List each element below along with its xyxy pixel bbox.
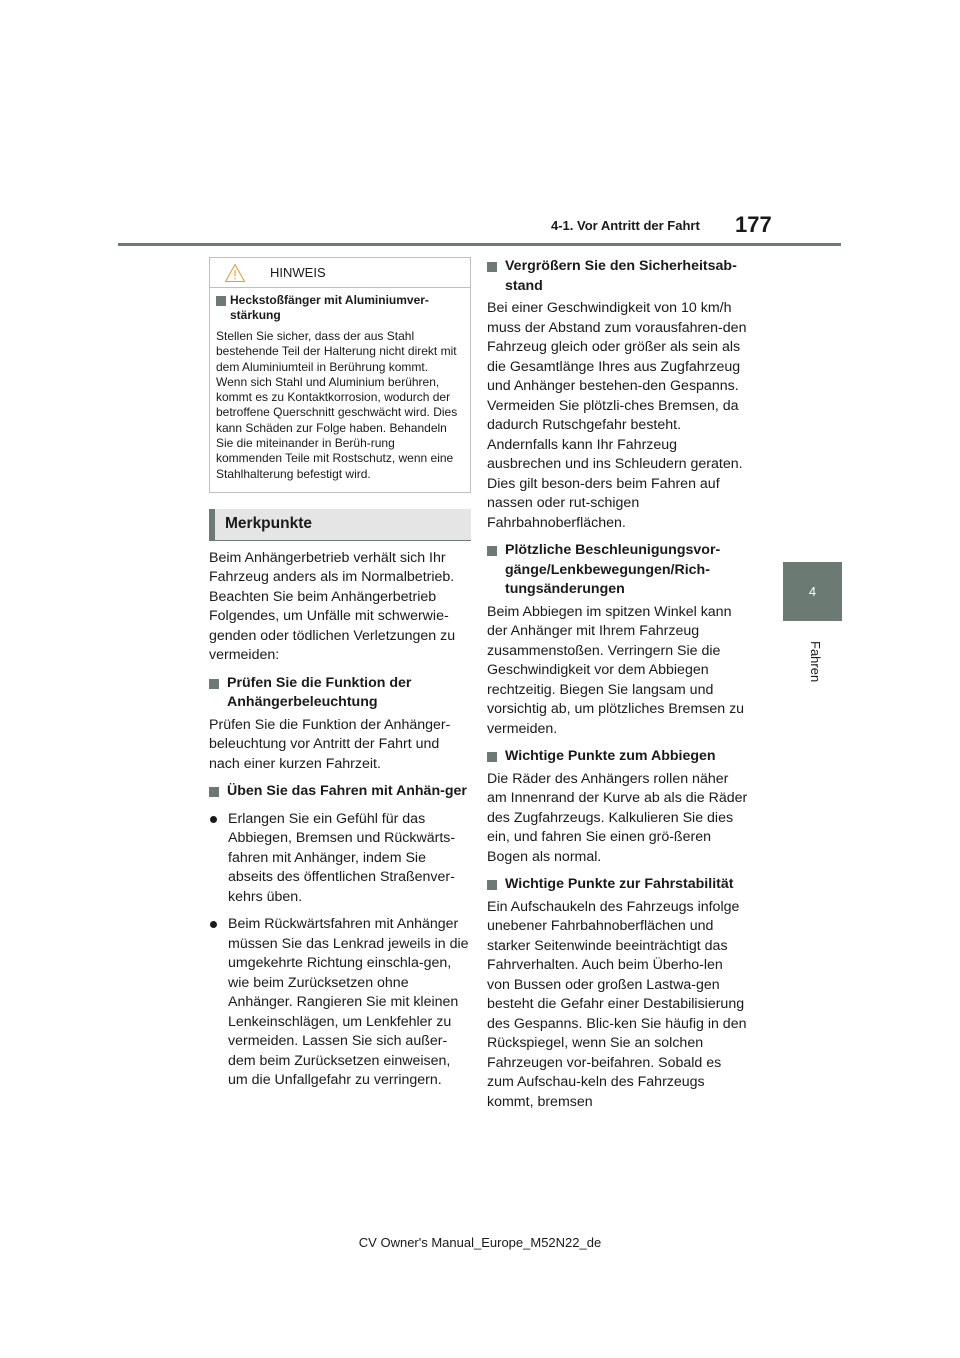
square-bullet-icon <box>487 880 497 890</box>
subheading-stability <box>487 875 749 895</box>
turning-text: Die Räder des Anhängers rollen näher am Innenrand der Kurve ab als die Räder des Zugfahrzeugs. Kalkulieren Sie dies ein, und fahren Sie einen grö-ßeren Bogen als normal. <box>487 770 748 865</box>
chapter-number: 4 <box>808 584 817 599</box>
distance-text: Bei einer Geschwindigkeit von 10 km/h muss der Abstand zum vorausfahren-den Fahrzeug gleich oder größer als sein als die Gesamtlänge Ihres aus Zugfahrzeug und Anhänger bestehen-den Gespanns. Vermeiden Sie plötzli-ches Bremsen, da dadurch Rutschgefahr besteht. Andernfalls kann Ihr Fahrzeug ausbrechen und ins Schleudern geraten. Dies gilt beson-ders beim Fahren auf nassen oder rut-schigen Fahrbahnoberflächen. <box>487 300 747 531</box>
section-label: 4-1. Vor Antritt der Fahrt <box>551 218 700 233</box>
subheading-text: Vergrößern Sie den Sicherheitsab-stand <box>505 258 737 294</box>
notice-paragraph: Stellen Sie sicher, dass der aus Stahl bestehende Teil der Halterung nicht direkt mit dem Aluminiumteil in Berührung kommt. <box>216 329 457 374</box>
subheading-text: Prüfen Sie die Funktion der Anhängerbeleuchtung <box>227 674 412 711</box>
notice-subheading <box>216 293 464 323</box>
bullet-text: Erlangen Sie ein Gefühl für das Abbiegen, Bremsen und Rückwärts-fahren mit Anhänger, indem Sie abseits des öffentlichen Straßenver-kehrs üben. <box>228 810 456 905</box>
square-bullet-icon <box>209 679 219 689</box>
bullet-dot-icon <box>210 921 217 928</box>
notice-paragraph: Wenn sich Stahl und Aluminium berühren, kommt es zu Kontaktkorrosion, wodurch der betroffene Querschnitt geschwächt wird. Dies kann Schäden zur Folge haben. Behandeln Sie die miteinander in Berüh-rung kommenden Teile mit Rostschutz, wenn eine Stahlhalterung befestigt wird. <box>216 374 458 481</box>
right-column <box>487 257 749 1112</box>
stability-text: Ein Aufschaukeln des Fahrzeugs infolge unebener Fahrbahnoberflächen und starker Seitenwinde beeinträchtigt das Fahrverhalten. Auch beim Überho-len von Bussen oder großen Lastwa-gen besteht die Gefahr einer Destabilisierung des Gespanns. Blic-ken Sie häufig in den Rückspiegel, wenn Sie an solchen Fahrzeugen vor-beifahren. Sobald es zum Aufschau-keln des Fahrzeugs kommt, bremsen <box>487 898 747 1110</box>
lighting-text: Prüfen Sie die Funktion der Anhänger-beleuchtung vor Antritt der Fahrt und nach einer kurzen Fahrzeit. <box>209 716 451 772</box>
chapter-label: Fahren <box>808 641 823 683</box>
notice-title: HINWEIS <box>270 265 326 280</box>
sudden-changes-text: Beim Abbiegen im spitzen Winkel kann der Anhänger mit Ihrem Fahrzeug zusammenstoßen. Verringern Sie die Geschwindigkeit vor dem Abbiegen rechtzeitig. Biegen Sie langsam und vorsichtig ab, um plötzliches Bremsen zu vermeiden. <box>487 603 745 737</box>
left-column <box>209 257 471 1091</box>
subheading-turning <box>487 747 749 767</box>
subheading-text: Plötzliche Beschleunigungsvor-gänge/Lenkbewegungen/Rich-tungsänderungen <box>505 542 721 597</box>
header-rule <box>118 243 841 246</box>
subheading-text: Wichtige Punkte zum Abbiegen <box>505 748 716 764</box>
square-bullet-icon <box>487 546 497 556</box>
subheading-text: Wichtige Punkte zur Fahrstabilität <box>505 876 734 892</box>
bullet-text: Beim Rückwärtsfahren mit Anhänger müssen Sie das Lenkrad jeweils in die umgekehrte Richtung einschla-gen, wie beim Zurücksetzen ohne Anhänger. Rangieren Sie mit kleinen Lenkeinschlägen, um Lenkfehler zu vermeiden. Lassen Sie sich außer-dem beim Zurücksetzen einweisen, um die Unfallgefahr zu verringern. <box>228 916 469 1089</box>
merkpunkte-intro: Beim Anhängerbetrieb verhält sich Ihr Fahrzeug anders als im Normalbetrieb. Beachten Sie beim Anhängerbetrieb Folgendes, um Unfälle mit schwerwie-genden oder tödlichen Verletzungen zu vermeiden: <box>209 549 456 664</box>
subheading-text: Üben Sie das Fahren mit Anhän-ger <box>227 783 467 800</box>
bullet-item <box>209 810 471 908</box>
chapter-tab <box>783 562 842 621</box>
notice-header <box>210 258 470 288</box>
subheading-lighting <box>209 674 471 713</box>
square-bullet-icon <box>216 296 226 306</box>
square-bullet-icon <box>487 752 497 762</box>
subheading-practice <box>209 782 471 802</box>
subheading-sudden-changes <box>487 541 749 600</box>
square-bullet-icon <box>487 262 497 272</box>
warning-triangle-icon <box>224 263 246 283</box>
page-number: 177 <box>735 212 772 237</box>
subheading-distance <box>487 257 749 296</box>
square-bullet-icon <box>209 787 219 797</box>
notice-subheading-text: Heckstoßfänger mit Aluminiumver-stärkung <box>230 293 429 322</box>
notice-body <box>216 329 464 482</box>
merkpunkte-heading: Merkpunkte <box>209 509 471 541</box>
bullet-item <box>209 915 471 1091</box>
bullet-dot-icon <box>210 816 217 823</box>
notice-box <box>209 257 471 493</box>
footer-text: CV Owner's Manual_Europe_M52N22_de <box>358 1235 602 1250</box>
